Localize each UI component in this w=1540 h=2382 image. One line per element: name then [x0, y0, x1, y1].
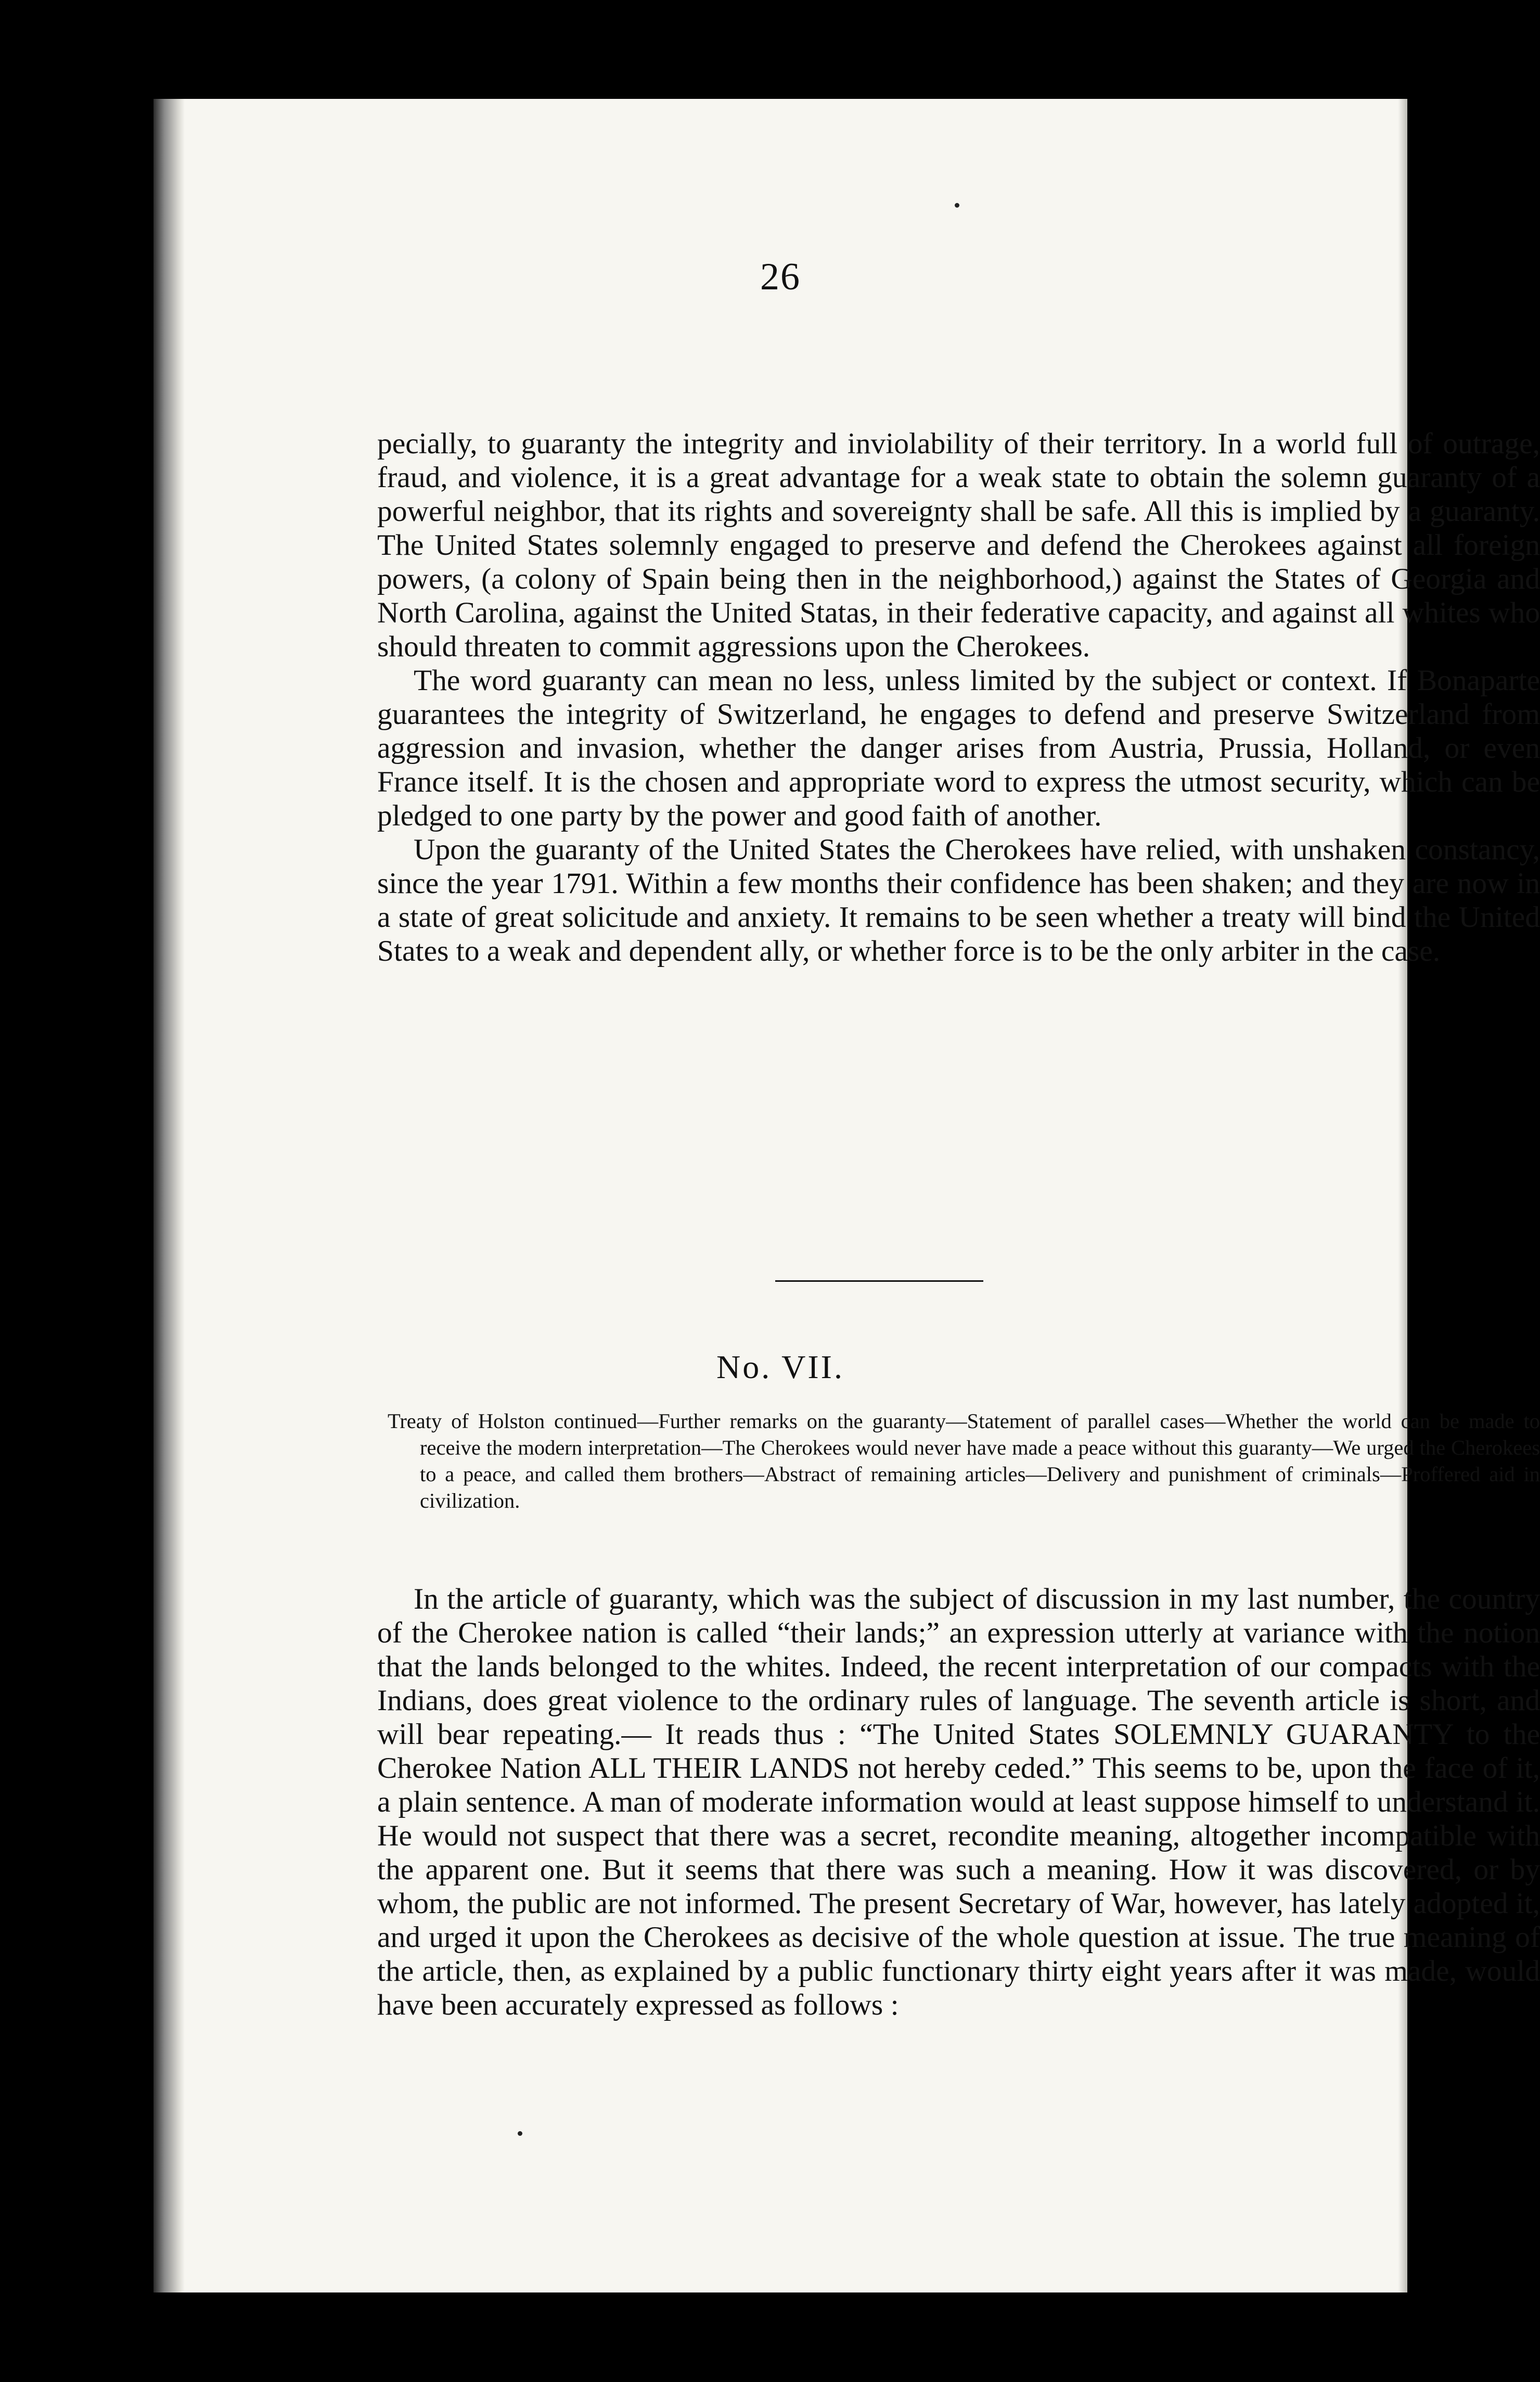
body-text-top [377, 427, 1540, 968]
body-text-bottom [377, 1582, 1540, 2022]
paragraph-1: pecially, to guaranty the integrity and inviolability of their territory. In a world full of outrage, fraud, and violence, it is a great advantage for a weak state to obtain the solemn guaranty of a powerful neighbor, that its rights and sovereignty shall be safe. All this is implied by a guaranty. The United States solemnly engaged to preserve and defend the Cherokees against all foreign powers, (a colony of Spain being then in the neighborhood,) against the States of Georgia and North Carolina, against the United Statas, in their federative capacity, and against all whites who should threaten to commit aggressions upon the Cherokees. [377, 427, 1540, 663]
section-synopsis: Treaty of Holston continued—Further remarks on the guaranty—Statement of parallel cases—Whether the world can be made to receive the modern interpretation—The Cherokees would never have made a peace without this guaranty—We urged the Cherokees to a peace, and called them brothers—Abstract of remaining articles—Delivery and punishment of criminals—Proffered aid in civilization. [388, 1409, 1540, 1512]
paragraph-2: The word guaranty can mean no less, unless limited by the subject or context. If Bonaparte guarantees the integrity of Switzerland, he engages to defend and preserve Switzerland from aggression and invasion, whether the danger arises from Austria, Prussia, Holland, or even France itself. It is the chosen and appropriate word to express the utmost security, which can be pledged to one party by the power and good faith of another. [377, 664, 1540, 832]
binding-shadow [153, 99, 185, 2292]
ink-speck [955, 203, 959, 208]
paragraph-3: Upon the guaranty of the United States the Cherokees have relied, with unshaken constancy, since the year 1791. Within a few months their confidence has been shaken; and they are now in a state of great solicitude and anxiety. It remains to be seen whether a treaty will bind the United States to a weak and dependent ally, or whether force is to be the only arbiter in the case. [377, 833, 1540, 967]
document-page [153, 99, 1540, 2292]
paragraph-4: In the article of guaranty, which was the subject of discussion in my last number, the country of the Cherokee nation is called “their lands;” an expression utterly at variance with the notion that the lands belonged to the whites. Indeed, the recent interpretation of our compacts with the Indians, does great violence to the ordinary rules of language. The seventh article is short, and will bear repeating.— It reads thus : “The United States SOLEMNLY GUARANTY to the Cherokee Nation ALL THEIR LANDS not hereby ceded.” This seems to be, upon the face of it, a plain sentence. A man of moderate information would at least suppose himself to understand it. He would not suspect that there was a secret, recondite meaning, altogether incompatible with the apparent one. But it seems that there was such a meaning. How it was discovered, or by whom, the public are not informed. The present Secretary of War, however, has lately adopted it, and urged it upon the Cherokees as decisive of the whole question at issue. The true meaning of the article, then, as explained by a public functionary thirty eight years after it was made, would have been accurately expressed as follows : [377, 1583, 1540, 2021]
page-number: 26 [760, 256, 801, 298]
ink-speck [518, 2131, 522, 2136]
section-divider [775, 1280, 983, 1282]
section-heading: No. VII. [716, 1348, 844, 1385]
